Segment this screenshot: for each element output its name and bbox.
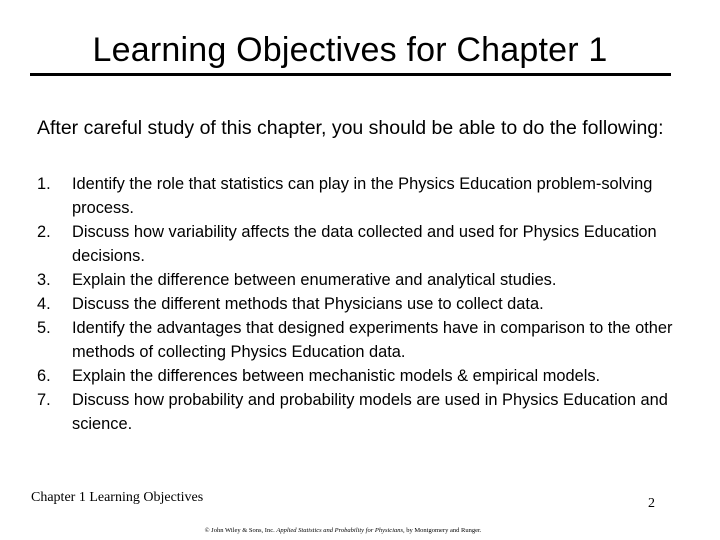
objective-item: [37, 364, 677, 388]
objective-number: 5.: [37, 319, 51, 337]
objective-item: [37, 268, 677, 292]
footer-chapter-label: Chapter 1 Learning Objectives: [31, 490, 204, 505]
objective-item: [37, 316, 677, 364]
copyright-prefix: © John Wiley & Sons, Inc.: [204, 527, 275, 534]
objective-number: 2.: [37, 223, 51, 241]
copyright-book-title: Applied Statistics and Probability for Physicians: [276, 527, 404, 534]
objective-text: Identify the advantages that designed experiments have in comparison to the other methods of collecting Physics Education data.: [72, 319, 673, 361]
objective-number: 7.: [37, 391, 51, 409]
objective-number: 6.: [37, 367, 51, 385]
objective-text: Explain the differences between mechanistic models & empirical models.: [72, 367, 601, 385]
objective-text: Discuss how probability and probability models are used in Physics Education and science.: [72, 391, 668, 433]
objective-text: Explain the difference between enumerative and analytical studies.: [72, 271, 557, 289]
objective-number: 4.: [37, 295, 51, 313]
objective-item: [37, 220, 677, 268]
objective-item: [37, 388, 677, 436]
objective-text: Discuss the different methods that Physicians use to collect data.: [72, 295, 544, 313]
page-number: 2: [648, 496, 655, 511]
objectives-list: [37, 172, 677, 436]
slide-title: Learning Objectives for Chapter 1: [92, 31, 608, 69]
objective-item: [37, 172, 677, 220]
objective-text: Discuss how variability affects the data collected and used for Physics Education decisions.: [72, 223, 657, 265]
copyright-line: [0, 526, 686, 535]
objective-item: [37, 292, 677, 316]
intro-text: After careful study of this chapter, you should be able to do the following:: [37, 117, 664, 139]
title-underline: [30, 73, 671, 76]
objective-text: Identify the role that statistics can play in the Physics Education problem-solving process.: [72, 175, 653, 217]
copyright-suffix: , by Montgomery and Runger.: [403, 527, 482, 534]
objective-number: 1.: [37, 175, 51, 193]
objective-number: 3.: [37, 271, 51, 289]
